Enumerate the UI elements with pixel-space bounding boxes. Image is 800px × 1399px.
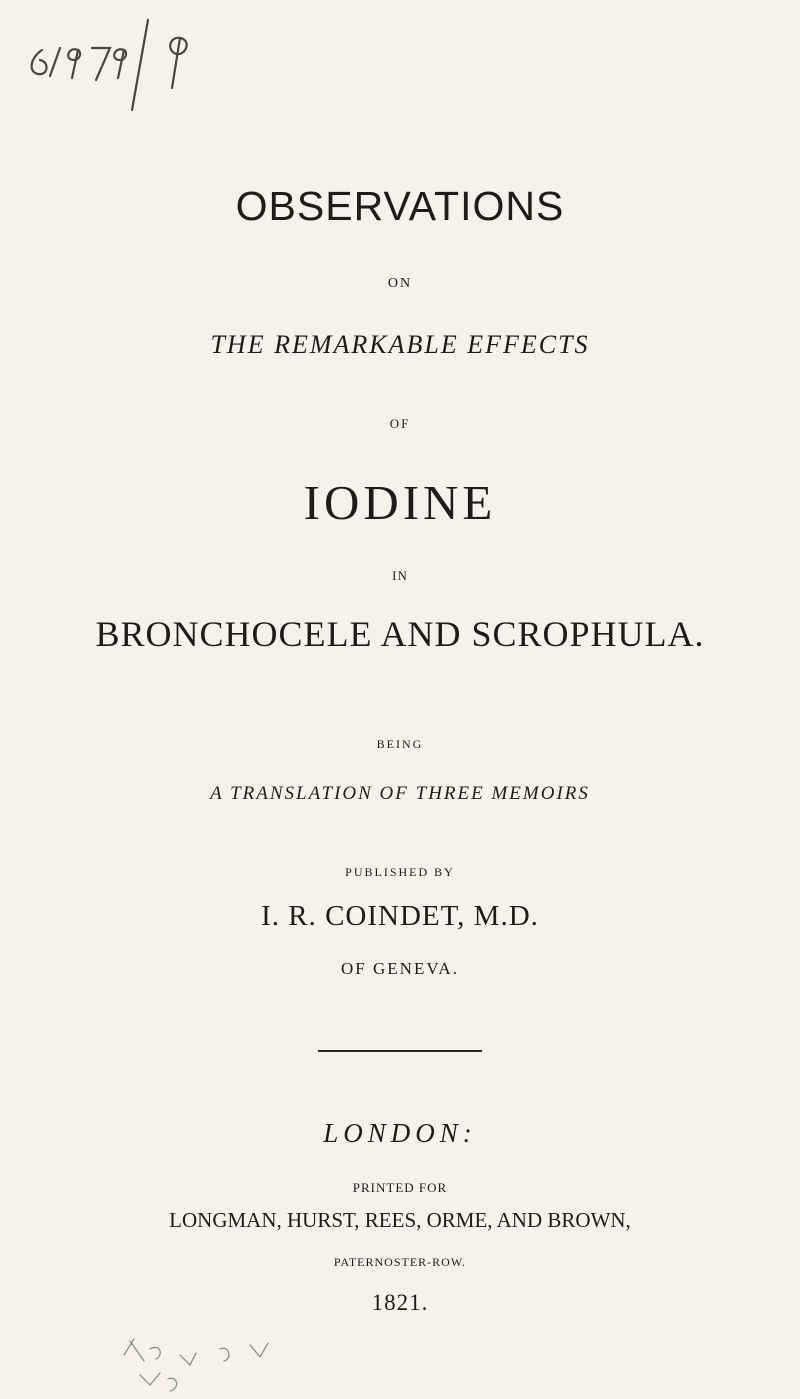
subtitle-translation: A TRANSLATION OF THREE MEMOIRS	[210, 783, 590, 804]
title-conditions: BRONCHOCELE AND SCROPHULA.	[95, 614, 705, 654]
pencil-scribbles	[120, 1335, 320, 1395]
title-effects: THE REMARKABLE EFFECTS	[210, 330, 590, 359]
imprint-address: PATERNOSTER-ROW.	[333, 1255, 467, 1269]
imprint-year: 1821.	[371, 1290, 429, 1315]
handwritten-shelfmark	[20, 10, 220, 120]
title-in: IN	[392, 568, 408, 583]
author-location: OF GENEVA.	[341, 959, 459, 978]
title-subject: IODINE	[303, 475, 497, 530]
imprint-printed-for: PRINTED FOR	[352, 1180, 448, 1195]
author-name: I. R. COINDET, M.D.	[261, 900, 539, 932]
title-main: OBSERVATIONS	[235, 183, 565, 229]
imprint-publishers: LONGMAN, HURST, REES, ORME, AND BROWN,	[169, 1208, 631, 1232]
divider-rule	[318, 1050, 482, 1052]
title-on: ON	[387, 276, 413, 291]
title-of: OF	[389, 416, 411, 431]
subtitle-published-by: PUBLISHED BY	[345, 865, 455, 879]
subtitle-being: BEING	[376, 737, 424, 751]
imprint-city: LONDON:	[323, 1118, 477, 1148]
